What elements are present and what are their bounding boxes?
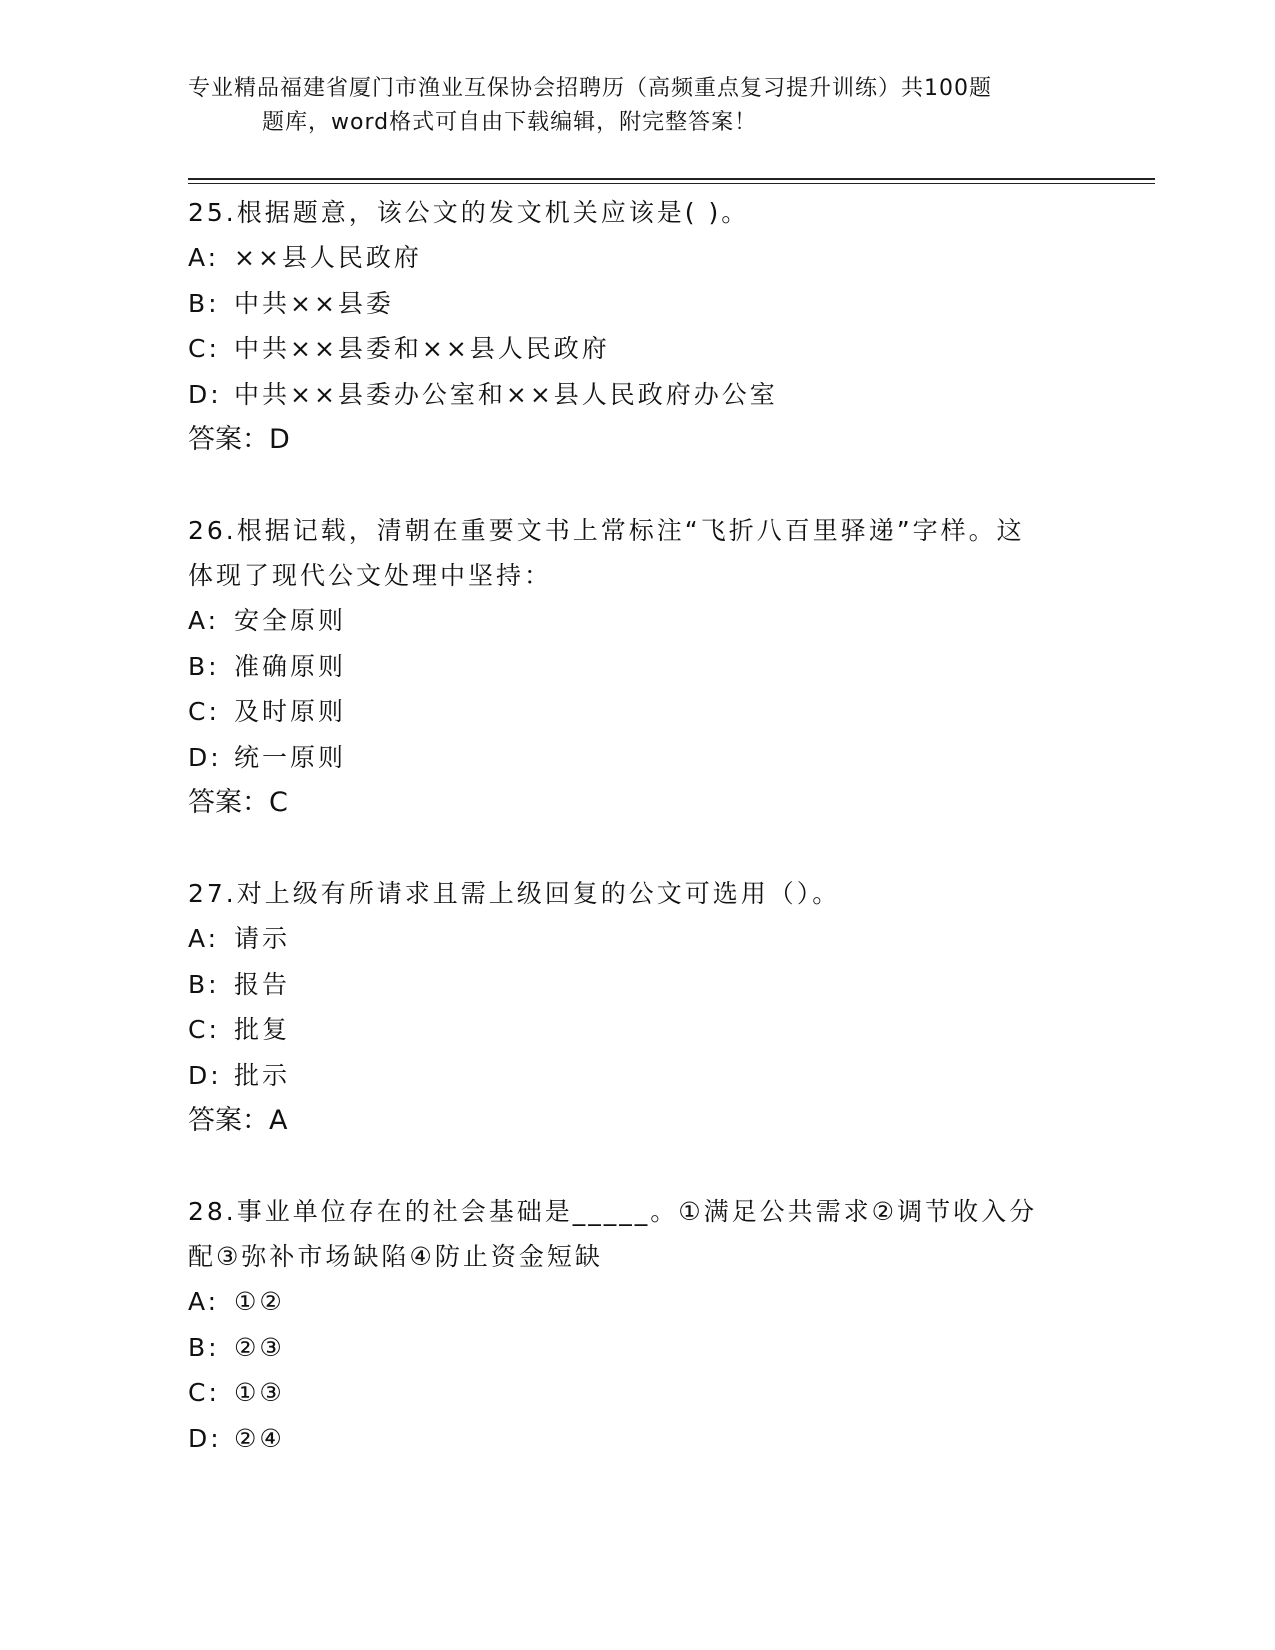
option-letter: D: xyxy=(188,1423,222,1453)
question-text: 28.事业单位存在的社会基础是_____。①满足公共需求②调节收入分 xyxy=(188,1197,1038,1226)
answer-label: 答案：A xyxy=(188,1105,288,1136)
option-letter: B: xyxy=(188,651,220,681)
header-divider-thin xyxy=(188,183,1155,184)
question-text-continued: 体现了现代公文处理中坚持： xyxy=(188,561,553,590)
option-letter: B: xyxy=(188,969,220,999)
option-letter: C: xyxy=(188,334,220,363)
option-text: ②③ xyxy=(234,1332,285,1362)
option-text: 中共××县委办公室和××县人民政府办公室 xyxy=(234,379,778,409)
option-letter: C: xyxy=(188,697,220,726)
option-c xyxy=(188,1007,1108,1053)
page-header xyxy=(188,72,1068,140)
question-text-continued: 配③弥补市场缺陷④防止资金短缺 xyxy=(188,1242,603,1271)
option-letter: D: xyxy=(188,742,222,772)
option-a xyxy=(188,916,1108,962)
header-line-1: 专业精品福建省厦门市渔业互保协会招聘历（高频重点复习提升训练）共100题 xyxy=(188,76,992,101)
option-text: 准确原则 xyxy=(234,651,347,681)
question-text: 26.根据记载，清朝在重要文书上常标注“飞折八百里驿递”字样。这 xyxy=(188,516,1025,545)
option-text: ①③ xyxy=(234,1378,285,1407)
question-list xyxy=(188,190,1108,1461)
option-letter: A: xyxy=(188,924,220,953)
option-text: ××县人民政府 xyxy=(234,243,422,272)
header-divider-thick xyxy=(188,178,1155,180)
question-text: 27.对上级有所请求且需上级回复的公文可选用（）。 xyxy=(188,879,841,908)
question-28 xyxy=(188,1189,1108,1461)
option-text: 及时原则 xyxy=(234,697,347,726)
option-b xyxy=(188,1325,1108,1371)
option-text: 批复 xyxy=(234,1015,291,1044)
option-text: 中共××县委 xyxy=(234,288,394,318)
option-a xyxy=(188,235,1108,281)
question-25 xyxy=(188,190,1108,462)
option-text: 请示 xyxy=(234,924,291,953)
option-text: ②④ xyxy=(234,1423,285,1453)
option-text: 中共××县委和××县人民政府 xyxy=(234,334,610,363)
option-letter: B: xyxy=(188,1332,220,1362)
option-text: 批示 xyxy=(234,1060,291,1090)
option-d xyxy=(188,372,1108,418)
option-a xyxy=(188,1279,1108,1325)
option-d xyxy=(188,1053,1108,1099)
option-d xyxy=(188,735,1108,781)
option-letter: B: xyxy=(188,288,220,318)
option-c xyxy=(188,689,1108,735)
question-27 xyxy=(188,871,1108,1143)
option-letter: D: xyxy=(188,379,222,409)
question-26 xyxy=(188,508,1108,825)
option-text: 安全原则 xyxy=(234,606,347,635)
option-c xyxy=(188,326,1108,372)
option-c xyxy=(188,1370,1108,1416)
option-d xyxy=(188,1416,1108,1462)
header-line-2: 题库，word格式可自由下载编辑，附完整答案！ xyxy=(262,110,758,135)
option-letter: D: xyxy=(188,1060,222,1090)
option-text: 统一原则 xyxy=(234,742,347,772)
option-a xyxy=(188,598,1108,644)
option-letter: A: xyxy=(188,243,220,272)
option-b xyxy=(188,644,1108,690)
option-text: 报告 xyxy=(234,969,291,999)
option-letter: A: xyxy=(188,1287,220,1316)
answer-label: 答案：D xyxy=(188,424,290,455)
answer-label: 答案：C xyxy=(188,787,288,818)
option-letter: C: xyxy=(188,1378,220,1407)
option-b xyxy=(188,281,1108,327)
option-b xyxy=(188,962,1108,1008)
option-letter: C: xyxy=(188,1015,220,1044)
option-letter: A: xyxy=(188,606,220,635)
option-text: ①② xyxy=(234,1287,285,1316)
question-text: 25.根据题意，该公文的发文机关应该是( )。 xyxy=(188,198,750,227)
